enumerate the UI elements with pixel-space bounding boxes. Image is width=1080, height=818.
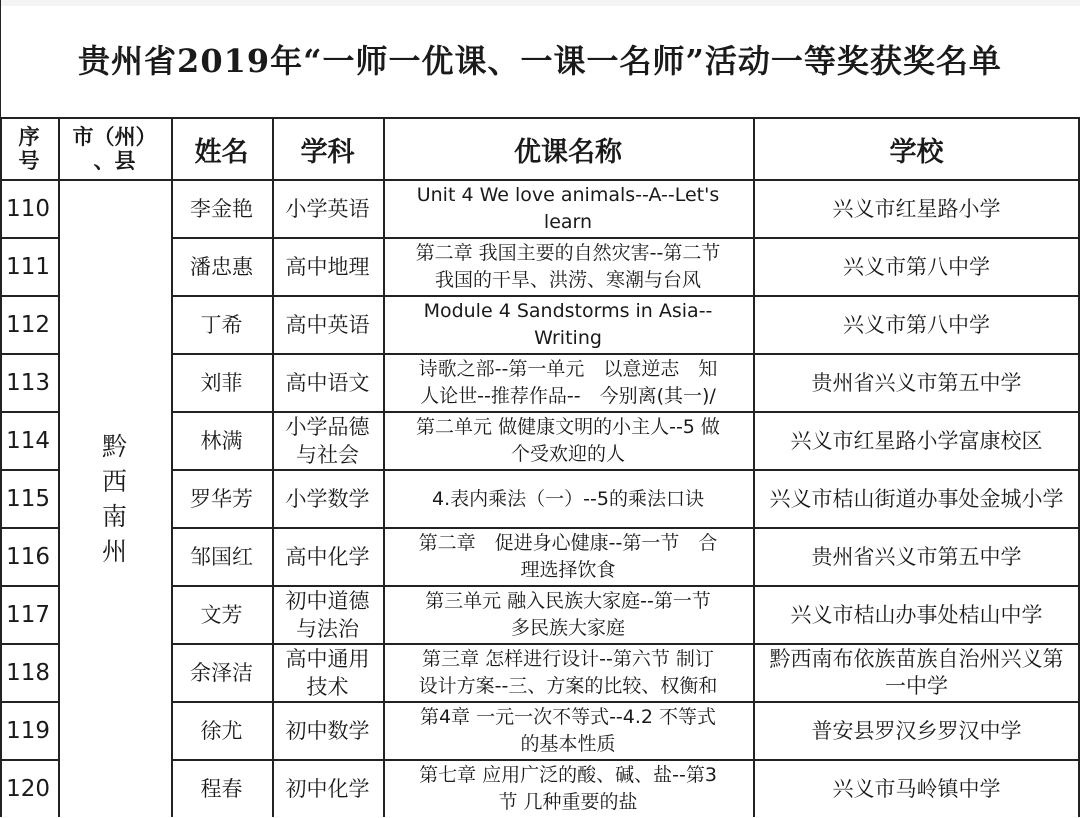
grid-hline [171,237,1080,239]
header-region-line1: 市（州） [72,125,157,149]
teacher-name: 余泽洁 [190,661,253,685]
row-number: 120 [6,776,50,802]
teacher-name: 徐尤 [200,719,243,743]
grid-hline [0,237,58,239]
grid-hline [0,117,1080,119]
header-subject: 学科 [300,136,355,168]
subject [272,760,383,818]
subject-line: 高中语文 [285,371,370,395]
page-title: 贵州省2019年“一师一优课、一课一名师”活动一等奖获奖名单 [78,42,1002,80]
school-name [753,354,1080,412]
subject-line: 高中化学 [285,545,370,569]
lesson-title-line: Unit 4 We love animals--A--Let's [416,184,720,206]
grid-hline [0,353,58,355]
lesson-title-line: 第三章 怎样进行设计--第六节 制订 [422,648,714,670]
grid-vline [383,117,385,817]
subject-line: 高中英语 [285,313,370,337]
lesson-title-line: 多民族大家庭 [510,617,625,639]
lesson-title [383,180,753,238]
school-name [753,586,1080,644]
row-number: 113 [6,370,50,396]
teacher-name: 李金艳 [190,197,253,221]
school-name-line: 兴义市红星路小学富康校区 [790,428,1043,453]
row-number: 115 [6,486,50,512]
subject [272,238,383,296]
teacher-name: 罗华芳 [190,487,253,511]
header-seq [0,118,58,180]
grid-hline [0,701,58,703]
school-name-line: 兴义市红星路小学 [832,196,1001,221]
subject [272,528,383,586]
grid-hline [171,353,1080,355]
school-name [753,760,1080,818]
row-number: 118 [6,660,50,686]
grid-hline [0,411,58,413]
lesson-title-line: 第七章 应用广泛的酸、碱、盐--第3 [419,764,717,786]
lesson-title-line: 第三单元 融入民族大家庭--第一节 [425,590,711,612]
lesson-title [383,296,753,354]
row-number: 114 [6,428,50,454]
subject [272,354,383,412]
subject [272,702,383,760]
header-seq-line2: 号 [18,149,40,173]
school-name [753,470,1080,528]
school-name-line: 贵州省兴义市第五中学 [811,544,1022,569]
school-name [753,644,1080,702]
row-number: 116 [6,544,50,570]
lesson-title-line: 诗歌之部--第一单元 以意逆志 知 [418,358,718,380]
teacher-name: 林满 [200,429,243,453]
lesson-title [383,470,753,528]
grid-vline [753,117,755,817]
grid-hline [171,469,1080,471]
header-lesson: 优课名称 [514,136,622,168]
region-char: 南 [101,501,127,531]
region-char: 黔 [101,431,127,461]
grid-hline [0,527,58,529]
lesson-title [383,238,753,296]
subject-line: 初中化学 [285,777,370,801]
grid-vline [58,117,60,817]
subject-line: 与法治 [296,617,359,641]
grid-hline [0,179,1080,181]
grid-hline [171,759,1080,761]
lesson-title-line: Module 4 Sandstorms in Asia-- [423,300,713,322]
school-name [753,412,1080,470]
subject-line: 技术 [306,675,349,699]
lesson-title [383,412,753,470]
lesson-title-line: Writing [534,327,602,349]
lesson-title [383,354,753,412]
grid-hline [171,643,1080,645]
header-region [58,118,171,180]
school-name-line: 兴义市第八中学 [843,254,990,279]
subject-line: 小学品德 [285,415,370,439]
teacher-name: 刘菲 [200,371,243,395]
subject-line: 小学英语 [285,197,370,221]
title-row [0,0,1080,118]
school-name-line: 兴义市桔山办事处桔山中学 [790,602,1043,627]
row-number: 112 [6,312,50,338]
grid-hline [171,411,1080,413]
lesson-title-line: learn [543,211,593,233]
lesson-title [383,644,753,702]
grid-hline [0,643,58,645]
grid-hline [171,585,1080,587]
school-name-line: 黔西南布依族苗族自治州兴义第 [769,647,1064,671]
school-name [753,528,1080,586]
row-number: 119 [6,718,50,744]
school-name [753,702,1080,760]
row-number: 111 [6,254,50,280]
teacher-name: 潘忠惠 [190,255,253,279]
grid-vline [1078,117,1080,817]
teacher-name: 邹国红 [190,545,253,569]
school-name [753,180,1080,238]
grid-vline [0,0,1,117]
subject-line: 与社会 [296,443,359,467]
header-region-line2: 、县 [93,149,136,173]
grid-hline [171,701,1080,703]
header-school: 学校 [889,136,944,168]
lesson-title-line: 个受欢迎的人 [510,443,625,465]
grid-hline [171,527,1080,529]
grid-vline [171,117,173,817]
lesson-title-line: 的基本性质 [520,733,616,755]
lesson-title-line: 我国的干旱、洪涝、寒潮与台风 [434,269,701,291]
lesson-title [383,702,753,760]
school-name [753,296,1080,354]
subject-line: 初中数学 [285,719,370,743]
teacher-name: 文芳 [200,603,243,627]
lesson-title-line: 理选择饮食 [520,559,616,581]
grid-hline [171,295,1080,297]
subject [272,412,383,470]
region-cell [58,180,171,817]
row-number: 110 [6,196,50,222]
region-char: 州 [101,536,127,566]
grid-vline [272,117,274,817]
grid-hline [0,585,58,587]
subject [272,180,383,238]
teacher-name: 程春 [200,777,243,801]
subject [272,644,383,702]
lesson-title-line: 第二单元 做健康文明的小主人--5 做 [416,416,720,438]
school-name-line: 一中学 [885,674,948,698]
header-name: 姓名 [194,136,249,168]
lesson-title-line: 设计方案--三、方案的比较、权衡和 [418,675,718,697]
school-name-line: 贵州省兴义市第五中学 [811,370,1022,395]
lesson-title-line: 人论世--推荐作品-- 今别离(其一)/ [420,385,716,407]
grid-vline [0,117,2,817]
subject [272,470,383,528]
teacher-name: 丁希 [200,313,243,337]
school-name-line: 普安县罗汉乡罗汉中学 [811,718,1022,743]
grid-hline [0,295,58,297]
lesson-title [383,586,753,644]
lesson-title-line: 第二章 我国主要的自然灾害--第二节 [415,242,721,264]
lesson-title [383,528,753,586]
subject-line: 小学数学 [285,487,370,511]
subject [272,296,383,354]
subject-line: 初中道德 [285,589,370,613]
lesson-title-line: 第4章 一元一次不等式--4.2 不等式 [419,706,717,728]
school-name-line: 兴义市桔山街道办事处金城小学 [769,486,1064,511]
school-name-line: 兴义市马岭镇中学 [832,776,1001,801]
lesson-title [383,760,753,818]
subject-line: 高中地理 [285,255,370,279]
subject-line: 高中通用 [285,647,370,671]
lesson-title-line: 节 几种重要的盐 [498,791,638,813]
region-char: 西 [101,466,127,496]
school-name-line: 兴义市第八中学 [843,312,990,337]
header-seq-line1: 序 [18,125,40,149]
grid-hline [0,759,58,761]
school-name [753,238,1080,296]
lesson-title-line: 4.表内乘法（一）--5的乘法口诀 [432,487,704,510]
row-number: 117 [6,602,50,628]
subject [272,586,383,644]
grid-hline [0,469,58,471]
lesson-title-line: 第二章 促进身心健康--第一节 合 [418,532,718,554]
